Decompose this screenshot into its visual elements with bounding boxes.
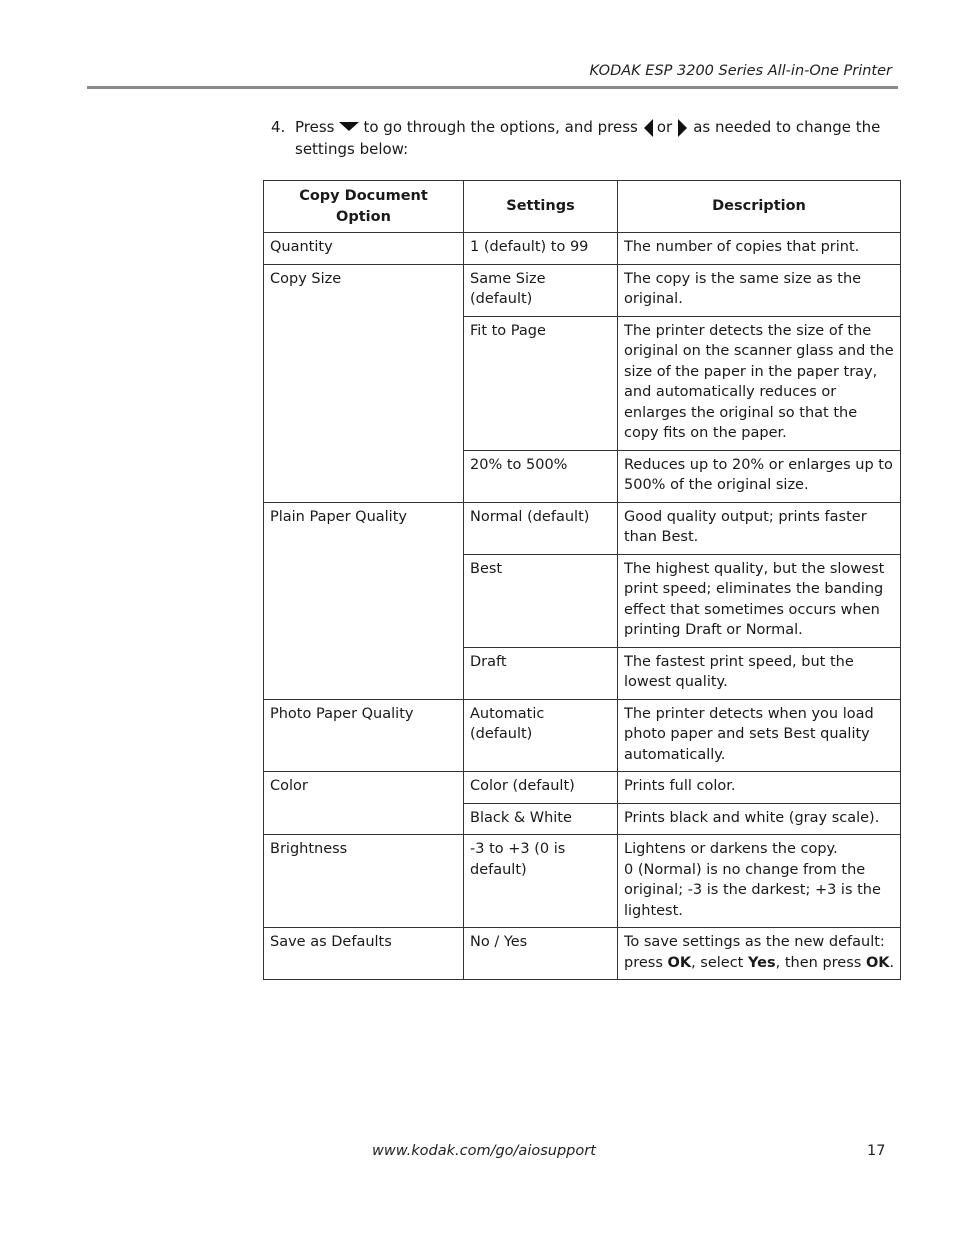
option-cell: Plain Paper Quality <box>264 502 464 699</box>
description-cell: Good quality output; prints faster than Best. <box>618 502 901 554</box>
setting-cell: 20% to 500% <box>464 450 618 502</box>
description-cell: The number of copies that print. <box>618 233 901 265</box>
right-arrow-icon <box>678 119 687 137</box>
ok-key-label: OK <box>667 954 692 971</box>
option-cell: Save as Defaults <box>264 928 464 980</box>
step-text-part1: Press <box>295 118 335 136</box>
option-cell: Quantity <box>264 233 464 265</box>
header-divider <box>87 86 898 89</box>
column-header-settings: Settings <box>464 181 618 233</box>
ok-key-label: OK <box>865 954 890 971</box>
step-number: 4. <box>271 118 286 136</box>
description-line: 0 (Normal) is no change from the original; -3 is the darkest; +3 is the lightest. <box>624 861 881 919</box>
description-cell <box>618 928 901 980</box>
yes-option-label: Yes <box>747 954 776 971</box>
description-cell: The fastest print speed, but the lowest quality. <box>618 647 901 699</box>
option-cell: Copy Size <box>264 264 464 502</box>
setting-cell: Normal (default) <box>464 502 618 554</box>
setting-cell: Same Size (default) <box>464 264 618 316</box>
step-text-part3: or <box>656 118 673 136</box>
running-header: KODAK ESP 3200 Series All-in-One Printer <box>589 63 892 79</box>
step-text-part4: as needed to change the settings below: <box>295 118 881 158</box>
setting-cell: Color (default) <box>464 772 618 804</box>
setting-cell: Black & White <box>464 803 618 835</box>
column-header-description: Description <box>618 181 901 233</box>
description-text: To save settings as the new default: press <box>624 934 885 971</box>
setting-cell: Fit to Page <box>464 316 618 450</box>
down-arrow-icon <box>339 122 359 131</box>
step-text-part2: to go through the options, and press <box>363 118 638 136</box>
option-cell: Color <box>264 772 464 835</box>
table-row <box>264 502 901 554</box>
option-cell: Brightness <box>264 835 464 928</box>
description-cell: Prints full color. <box>618 772 901 804</box>
description-cell: The printer detects when you load photo paper and sets Best quality automatically. <box>618 699 901 772</box>
setting-cell: No / Yes <box>464 928 618 980</box>
description-cell: Prints black and white (gray scale). <box>618 803 901 835</box>
column-header-option: Copy Document Option <box>264 181 464 233</box>
table-header-row <box>264 181 901 233</box>
step-text <box>295 116 901 160</box>
setting-cell: 1 (default) to 99 <box>464 233 618 265</box>
page-number: 17 <box>867 1143 886 1159</box>
table-row <box>264 264 901 316</box>
support-url: www.kodak.com/go/aiosupport <box>372 1143 596 1159</box>
description-cell: The copy is the same size as the original. <box>618 264 901 316</box>
setting-cell: -3 to +3 (0 is default) <box>464 835 618 928</box>
table-row <box>264 233 901 265</box>
description-text: , select <box>691 954 748 971</box>
table-row <box>264 772 901 804</box>
description-cell: Reduces up to 20% or enlarges up to 500% of the original size. <box>618 450 901 502</box>
description-cell: The printer detects the size of the original on the scanner glass and the size of the paper in the paper tray, and automatically reduces or enlarges the original so that the copy fits on the paper. <box>618 316 901 450</box>
copy-options-table <box>263 180 901 980</box>
step-instruction <box>271 116 901 160</box>
table-row <box>264 699 901 772</box>
setting-cell: Draft <box>464 647 618 699</box>
setting-cell: Best <box>464 554 618 647</box>
table-row <box>264 928 901 980</box>
description-cell <box>618 835 901 928</box>
description-text: . <box>889 954 895 971</box>
option-cell: Photo Paper Quality <box>264 699 464 772</box>
description-line: Lightens or darkens the copy. <box>624 841 838 857</box>
left-arrow-icon <box>644 119 653 137</box>
table-row <box>264 835 901 928</box>
description-text: , then press <box>775 954 866 971</box>
description-cell: The highest quality, but the slowest print speed; eliminates the banding effect that sometimes occurs when printing Draft or Normal. <box>618 554 901 647</box>
setting-cell: Automatic (default) <box>464 699 618 772</box>
